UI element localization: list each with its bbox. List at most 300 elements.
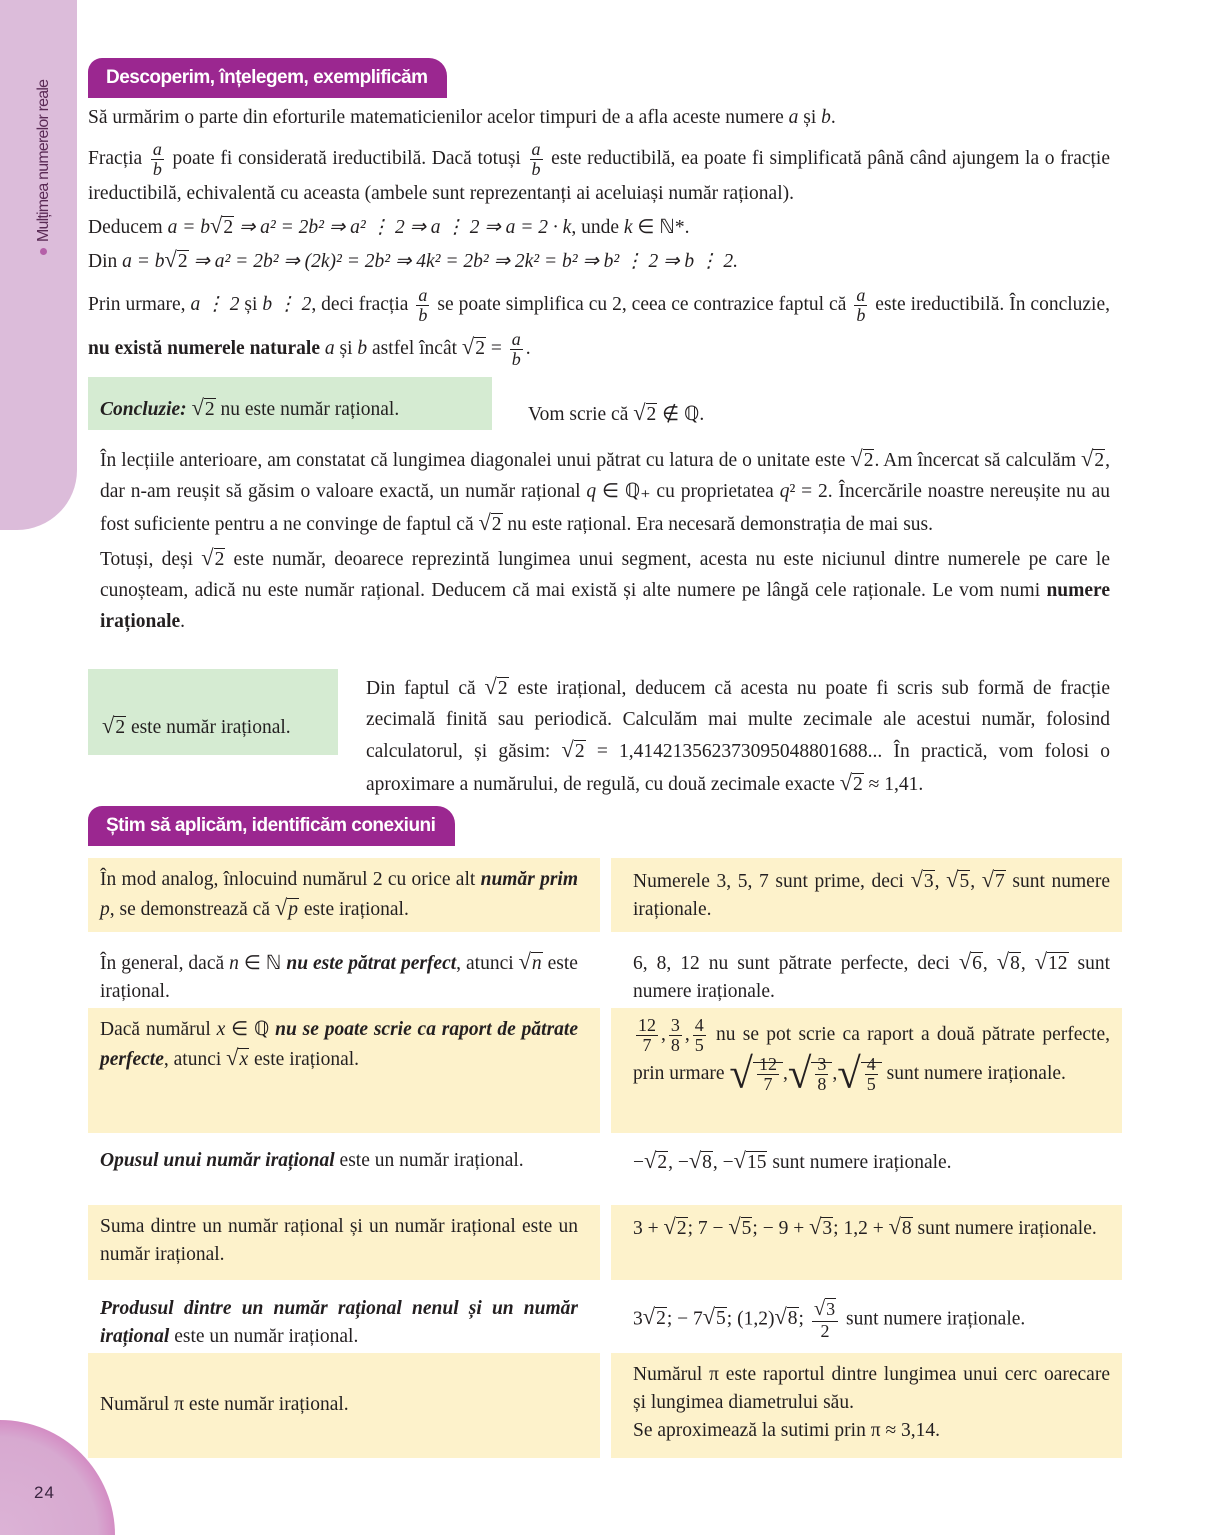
square-root bbox=[733, 1148, 768, 1173]
example-text bbox=[633, 1015, 1110, 1098]
text: și bbox=[334, 337, 358, 359]
square-root bbox=[774, 1304, 798, 1330]
radicand: 5 bbox=[959, 871, 970, 892]
text: Din faptul că bbox=[366, 678, 485, 699]
radicand: 2 bbox=[223, 216, 234, 238]
conclusion-text bbox=[100, 395, 492, 421]
radical-sign-icon: √ bbox=[642, 1304, 656, 1330]
radicand: 2 bbox=[657, 1152, 668, 1173]
text: este număr irațional. bbox=[126, 717, 291, 738]
radicand: 2 bbox=[853, 773, 863, 795]
text: nu este număr rațional. bbox=[215, 399, 400, 420]
radical-sign-icon: √ bbox=[274, 895, 288, 920]
fraction bbox=[812, 1299, 838, 1341]
numerator: 3 bbox=[817, 1053, 827, 1074]
text: , bbox=[1020, 953, 1035, 974]
fraction bbox=[510, 330, 523, 369]
radical-sign-icon: √ bbox=[958, 949, 972, 974]
radicand: 8 bbox=[787, 1308, 798, 1330]
math-expression: n bbox=[229, 953, 239, 974]
text: , atunci bbox=[456, 953, 519, 974]
text: nu este rațional. Era necesară demonstrația de mai sus. bbox=[502, 514, 934, 535]
square-root bbox=[729, 1050, 783, 1098]
fraction bbox=[530, 140, 543, 179]
fraction bbox=[416, 286, 429, 325]
example-cell bbox=[611, 1205, 1122, 1280]
text: este reductibilă, ea poate fi simplificată până când ajungem la o fracție ireductibilă, echivalentă cu aceasta (ambele sunt reprezentanți ai aceluiași număr rațional). bbox=[88, 147, 1110, 204]
square-root bbox=[201, 545, 225, 570]
radicand: 2 bbox=[646, 404, 657, 425]
numerator: 4 bbox=[866, 1053, 876, 1074]
numerator: 12 bbox=[638, 1015, 656, 1035]
radical-sign-icon: √ bbox=[813, 1298, 826, 1320]
square-root bbox=[888, 1214, 913, 1239]
emphasis-text: număr prim bbox=[480, 869, 578, 890]
radical-sign-icon: √ bbox=[850, 446, 863, 471]
square-root bbox=[191, 395, 216, 420]
radicand: 3 bbox=[826, 1299, 836, 1319]
radicand: 2 bbox=[497, 678, 508, 699]
radical-sign-icon: √ bbox=[702, 1304, 716, 1330]
example-text bbox=[633, 1147, 1110, 1177]
example-text bbox=[633, 948, 1110, 1006]
square-root bbox=[850, 446, 874, 471]
text: este număr, deoarece reprezintă lungimea unui segment, acesta nu este niciunul dintre numerele pe care le cunoșteam, adică nu este număr rațional. Deducem că mai există și alte numere pe lângă cele raționale. Le vom numi bbox=[100, 549, 1110, 601]
radical-sign-icon: √ bbox=[1034, 949, 1048, 974]
radical-sign-icon: √ bbox=[644, 1148, 657, 1173]
chapter-title bbox=[35, 35, 53, 255]
radical-sign-icon: √ bbox=[837, 1050, 861, 1098]
paragraph bbox=[100, 443, 1110, 540]
denominator: 5 bbox=[694, 1034, 704, 1055]
radicand: n bbox=[531, 953, 542, 974]
example-cell bbox=[611, 1287, 1122, 1348]
numerator: a bbox=[152, 139, 162, 159]
example-text bbox=[633, 1213, 1110, 1243]
example-text bbox=[633, 1361, 1110, 1445]
radicand bbox=[861, 1053, 882, 1094]
paragraph bbox=[100, 542, 1110, 637]
text: , bbox=[832, 1062, 838, 1084]
radical-sign-icon: √ bbox=[478, 510, 491, 535]
irrational-box bbox=[88, 669, 338, 755]
text: , bbox=[782, 1062, 788, 1084]
math-expression: a bbox=[324, 337, 335, 359]
paragraph bbox=[366, 672, 1110, 800]
math-expression: x bbox=[216, 1019, 226, 1040]
text: , dar n-am reușit să găsim o valoare exactă, un număr rațional bbox=[100, 450, 1110, 502]
radical-sign-icon: √ bbox=[981, 867, 995, 892]
numerator: a bbox=[418, 284, 428, 305]
radicand: 6 bbox=[972, 953, 982, 974]
explanation bbox=[100, 443, 1110, 637]
text: sunt numere iraționale. bbox=[912, 1218, 1097, 1239]
denominator: 7 bbox=[642, 1034, 652, 1055]
text: , bbox=[684, 1023, 690, 1045]
radicand: 5 bbox=[741, 1218, 752, 1239]
radicand: 8 bbox=[901, 1218, 912, 1239]
text: , se demonstrează că bbox=[109, 899, 275, 920]
text: este irațional. bbox=[249, 1049, 360, 1070]
text: și bbox=[239, 293, 263, 315]
text: , bbox=[982, 953, 997, 974]
numerator: a bbox=[511, 328, 521, 349]
radicand: x bbox=[239, 1049, 249, 1070]
square-root bbox=[839, 769, 864, 795]
math-expression: a bbox=[788, 107, 799, 128]
radicand bbox=[811, 1053, 832, 1094]
text: , bbox=[661, 1023, 666, 1045]
text: Numărul π este număr irațional. bbox=[100, 1394, 349, 1415]
text: În general, dacă bbox=[100, 953, 230, 974]
text: ; 7 − bbox=[687, 1218, 729, 1239]
property-text bbox=[100, 1295, 578, 1351]
text: , atunci bbox=[163, 1049, 227, 1070]
radicand: 7 bbox=[995, 871, 1005, 892]
square-root bbox=[910, 867, 935, 892]
text: ; 1,2 + bbox=[833, 1218, 889, 1239]
text: , bbox=[934, 871, 947, 892]
radical-sign-icon: √ bbox=[461, 333, 475, 359]
text: Dacă numărul bbox=[100, 1019, 217, 1040]
text: Numerele 3, 5, 7 sunt prime, deci bbox=[633, 871, 911, 892]
text: 6, 8, 12 nu sunt pătrate perfecte, deci bbox=[633, 953, 959, 974]
square-root bbox=[688, 1148, 713, 1173]
radical-sign-icon: √ bbox=[774, 1304, 787, 1330]
text: este un număr irațional. bbox=[334, 1150, 524, 1171]
numerator: a bbox=[531, 139, 541, 159]
fraction bbox=[865, 1055, 878, 1094]
radicand: 3 bbox=[822, 1218, 833, 1239]
text: este ireductibilă. În concluzie, bbox=[870, 293, 1111, 315]
radical-sign-icon: √ bbox=[1081, 446, 1094, 471]
math-expression: ⇒ a² = 2b² ⇒ (2k)² = 2b² ⇒ 4k² = 2b² ⇒ 2k² = b² ⇒ b² ⋮ 2 ⇒ b ⋮ 2. bbox=[188, 250, 738, 272]
bold-text: numere iraționale bbox=[100, 580, 1110, 632]
example-cell bbox=[611, 1353, 1122, 1458]
radical-sign-icon: √ bbox=[663, 1214, 676, 1239]
radicand: 2 bbox=[676, 1218, 687, 1239]
radicand: 2 bbox=[574, 741, 585, 762]
math-expression: q bbox=[779, 481, 790, 502]
text: , − bbox=[668, 1152, 689, 1173]
text: În mod analog, înlocuind numărul 2 cu orice alt bbox=[100, 869, 481, 890]
text: ² = 2. Încercările noastre nereușite nu au fost suficiente pentru a ne convinge de faptul că bbox=[100, 481, 1110, 535]
math-expression: a = b bbox=[122, 250, 165, 272]
property-text bbox=[100, 1391, 578, 1419]
conclusion-box bbox=[88, 377, 492, 430]
text: este irațional. bbox=[298, 899, 409, 920]
denominator: b bbox=[418, 304, 428, 325]
text: Vom scrie că bbox=[528, 404, 634, 425]
text: ; − 7 bbox=[666, 1308, 703, 1330]
text: este irațional. bbox=[100, 953, 578, 1002]
square-root bbox=[837, 1050, 882, 1098]
square-root bbox=[728, 1214, 752, 1239]
text: , unde bbox=[571, 216, 624, 238]
property-text bbox=[100, 1213, 578, 1269]
math-expression: a = b bbox=[167, 216, 211, 238]
radicand: 5 bbox=[716, 1308, 726, 1330]
radicand: 3 bbox=[923, 871, 934, 892]
property-cell bbox=[88, 1353, 600, 1458]
square-root bbox=[518, 949, 543, 974]
intro-proof bbox=[88, 103, 1110, 370]
radical-sign-icon: √ bbox=[164, 246, 177, 272]
radical-sign-icon: √ bbox=[201, 545, 214, 570]
math-expression: k bbox=[623, 216, 633, 238]
paragraph bbox=[88, 103, 1110, 132]
radicand: 2 bbox=[204, 399, 215, 420]
example-cell bbox=[611, 1139, 1122, 1200]
fraction bbox=[151, 140, 164, 179]
text: și bbox=[798, 107, 822, 128]
radical-sign-icon: √ bbox=[733, 1148, 746, 1173]
denominator: 5 bbox=[866, 1073, 876, 1094]
irrational-text bbox=[102, 713, 338, 739]
text: ∈ ℕ*. bbox=[632, 216, 690, 238]
radical-sign-icon: √ bbox=[518, 949, 531, 974]
radicand: 2 bbox=[115, 717, 126, 738]
radicand: 8 bbox=[702, 1152, 712, 1173]
radicand: 2 bbox=[214, 549, 225, 570]
square-root bbox=[958, 949, 983, 974]
square-root bbox=[809, 1214, 833, 1239]
numerator: 4 bbox=[694, 1015, 704, 1035]
paragraph bbox=[88, 211, 1110, 242]
radical-sign-icon: √ bbox=[688, 1148, 702, 1173]
example-text bbox=[633, 1299, 1110, 1341]
text: − bbox=[633, 1152, 644, 1173]
paragraph bbox=[88, 245, 1110, 276]
text: 3 bbox=[633, 1308, 643, 1330]
section-header-text: Știm să aplicăm, identificăm conexiuni bbox=[106, 815, 436, 836]
text: nu se pot scrie ca raport a două pătrate perfecte, prin urmare bbox=[633, 1023, 1110, 1084]
property-cell bbox=[88, 1205, 600, 1280]
text: ; bbox=[798, 1308, 809, 1330]
math-expression: a ⋮ 2 bbox=[190, 293, 240, 315]
radical-sign-icon: √ bbox=[191, 395, 204, 420]
math-expression: b bbox=[821, 107, 831, 128]
radical-sign-icon: √ bbox=[946, 867, 959, 892]
denominator: b bbox=[511, 348, 521, 369]
square-root bbox=[226, 1045, 249, 1070]
text: Fracția bbox=[88, 147, 148, 169]
math-expression: b bbox=[357, 337, 368, 359]
radical-sign-icon: √ bbox=[787, 1050, 812, 1098]
text: ; (1,2) bbox=[726, 1308, 775, 1330]
property-cell bbox=[88, 1139, 600, 1200]
denominator: 7 bbox=[763, 1073, 773, 1094]
square-root bbox=[102, 713, 126, 738]
fraction bbox=[854, 286, 867, 325]
radical-sign-icon: √ bbox=[633, 400, 646, 425]
property-cell bbox=[88, 940, 600, 1003]
text: sunt numere iraționale. bbox=[841, 1308, 1026, 1330]
radical-sign-icon: √ bbox=[728, 1214, 741, 1239]
square-root bbox=[478, 510, 502, 535]
square-root bbox=[814, 1299, 836, 1319]
text: . bbox=[830, 107, 836, 128]
square-root bbox=[274, 895, 299, 920]
text: În lecțiile anterioare, am constatat că lungimea diagonalei unui pătrat cu latura de o unitate este bbox=[100, 450, 851, 471]
radicand: 2 bbox=[475, 337, 485, 359]
text: = bbox=[485, 337, 507, 359]
text: ∉ ℚ. bbox=[657, 404, 705, 425]
square-root bbox=[484, 674, 509, 699]
fraction bbox=[815, 1055, 828, 1094]
radical-sign-icon: √ bbox=[102, 713, 115, 738]
text: ; − 9 + bbox=[752, 1218, 810, 1239]
square-root bbox=[981, 867, 1006, 892]
property-text bbox=[100, 1016, 578, 1074]
example-cell bbox=[611, 858, 1122, 932]
radical-sign-icon: √ bbox=[729, 1050, 753, 1098]
square-root bbox=[787, 1050, 833, 1098]
denominator: b bbox=[531, 158, 541, 179]
square-root bbox=[1034, 949, 1069, 974]
radical-sign-icon: √ bbox=[809, 1214, 822, 1239]
radicand: p bbox=[288, 899, 298, 920]
emphasis-text: nu este pătrat perfect bbox=[286, 953, 457, 974]
math-expression: b ⋮ 2 bbox=[262, 293, 312, 315]
section-header-text: Descoperim, înțelegem, exemplificăm bbox=[106, 67, 428, 88]
text: . bbox=[525, 337, 531, 359]
emphasis-text: Produsul dintre un număr rațional nenul și un număr irațional bbox=[100, 1298, 578, 1347]
radicand: 2 bbox=[656, 1308, 666, 1330]
paragraph bbox=[88, 284, 1110, 370]
square-root bbox=[702, 1304, 727, 1330]
chapter-title-text: Mulțimea numerelor reale bbox=[35, 79, 52, 242]
text: sunt numere iraționale. bbox=[767, 1152, 952, 1173]
section-header-discover bbox=[88, 58, 447, 98]
text: sunt numere iraționale. bbox=[881, 1062, 1066, 1084]
property-cell bbox=[88, 858, 600, 932]
radicand: 2 bbox=[1094, 450, 1105, 471]
text: sunt numere iraționale. bbox=[633, 953, 1111, 1002]
math-expression: ⇒ a² = 2b² ⇒ a² ⋮ 2 ⇒ a ⋮ 2 ⇒ a = 2 · k bbox=[234, 216, 572, 238]
text: Numărul π este raportul dintre lungimea unui cerc oarecare și lungimea diametrului său. bbox=[633, 1364, 1110, 1413]
radical-sign-icon: √ bbox=[910, 867, 923, 892]
property-text bbox=[100, 866, 578, 924]
denominator: 2 bbox=[820, 1320, 830, 1341]
text: Din bbox=[88, 250, 123, 272]
text: sunt numere iraționale. bbox=[633, 871, 1110, 920]
square-root bbox=[1081, 446, 1105, 471]
property-cell bbox=[88, 1008, 600, 1133]
numerator: 3 bbox=[670, 1015, 680, 1035]
text: se poate simplifica cu 2, ceea ce contrazice faptul că bbox=[432, 293, 852, 315]
denominator: b bbox=[152, 158, 162, 179]
square-root bbox=[561, 737, 586, 762]
denominator: b bbox=[856, 304, 866, 325]
square-root bbox=[663, 1214, 688, 1239]
text: Prin urmare, bbox=[88, 293, 191, 315]
fraction bbox=[636, 1016, 658, 1055]
fraction bbox=[757, 1055, 779, 1094]
radicand: 15 bbox=[746, 1152, 767, 1173]
fraction bbox=[669, 1016, 682, 1055]
text: Să urmărim o parte din eforturile matematicienilor acelor timpuri de a afla aceste numere bbox=[88, 107, 789, 128]
notation bbox=[528, 398, 928, 429]
numerator bbox=[812, 1299, 838, 1322]
text: poate fi considerată ireductibilă. Dacă totuși bbox=[166, 147, 527, 169]
text: ≈ 1,41. bbox=[863, 773, 924, 795]
radical-sign-icon: √ bbox=[561, 737, 574, 762]
text: . Am încercat să calculăm bbox=[874, 450, 1082, 471]
chapter-sidebar bbox=[0, 0, 77, 530]
example-cell bbox=[611, 940, 1122, 1003]
square-root bbox=[946, 867, 970, 892]
text: Se aproximează la sutimi prin π ≈ 3,14. bbox=[633, 1420, 941, 1441]
text: este irațional, deducem că acesta nu poate fi scris sub formă de fracție zecimală finită sau periodică. Calculăm mai multe zecimale ale acestui număr, folosind calculatorul, și găsim: bbox=[366, 678, 1110, 762]
text: ∈ ℚ bbox=[225, 1019, 276, 1040]
math-expression: q bbox=[586, 481, 597, 502]
square-root bbox=[210, 212, 234, 238]
math-expression: p bbox=[100, 899, 110, 920]
radical-sign-icon: √ bbox=[210, 212, 223, 238]
decimal-paragraph bbox=[366, 672, 1110, 800]
text: , bbox=[970, 871, 982, 892]
page-number: 24 bbox=[34, 1483, 55, 1502]
bold-text: nu există numerele naturale bbox=[88, 337, 325, 359]
numerator: a bbox=[856, 284, 866, 305]
square-root bbox=[996, 949, 1021, 974]
text: ∈ ℕ bbox=[238, 953, 287, 974]
text: Deducem bbox=[88, 216, 168, 238]
notation-text bbox=[528, 398, 928, 429]
text: este un număr irațional. bbox=[169, 1326, 359, 1347]
numerator: 12 bbox=[758, 1053, 777, 1074]
example-text bbox=[633, 866, 1110, 924]
denominator: 8 bbox=[817, 1073, 827, 1094]
square-root bbox=[642, 1304, 667, 1330]
text: ∈ ℚ₊ cu proprietatea bbox=[596, 481, 780, 502]
radical-sign-icon: √ bbox=[484, 674, 497, 699]
property-text bbox=[100, 948, 578, 1006]
paragraph bbox=[88, 140, 1110, 208]
radicand: 2 bbox=[863, 450, 874, 471]
denominator: 8 bbox=[670, 1034, 680, 1055]
square-root bbox=[633, 400, 657, 425]
square-root bbox=[461, 333, 486, 359]
example-cell bbox=[611, 1008, 1122, 1133]
emphasis-text: nu se poate scrie ca raport de pătrate perfecte bbox=[100, 1019, 578, 1070]
radicand bbox=[753, 1053, 783, 1094]
emphasis-text: Opusul unui număr irațional bbox=[100, 1150, 335, 1171]
emphasis-text: Concluzie: bbox=[100, 399, 192, 420]
text: , − bbox=[712, 1152, 734, 1173]
property-text bbox=[100, 1147, 578, 1175]
section-header-apply bbox=[88, 806, 455, 846]
text: astfel încât bbox=[367, 337, 462, 359]
square-root bbox=[644, 1148, 668, 1173]
text: , deci fracția bbox=[311, 293, 414, 315]
bullet-icon bbox=[40, 248, 47, 255]
text: 3 + bbox=[633, 1218, 664, 1239]
text: Totuși, deși bbox=[100, 549, 202, 570]
fraction bbox=[693, 1016, 706, 1055]
text: = 1,414213562373095048801688... În practică, vom folosi o aproximare a numărului, de regulă, cu două zecimale exacte bbox=[366, 741, 1110, 795]
radicand: 8 bbox=[1010, 953, 1020, 974]
square-root bbox=[164, 246, 189, 272]
radical-sign-icon: √ bbox=[888, 1214, 901, 1239]
radicand: 12 bbox=[1048, 953, 1068, 974]
radicand: 2 bbox=[491, 514, 502, 535]
radicand: 2 bbox=[177, 250, 188, 272]
radical-sign-icon: √ bbox=[226, 1045, 239, 1070]
radical-sign-icon: √ bbox=[839, 769, 853, 795]
text: Suma dintre un număr rațional și un număr irațional este un număr irațional. bbox=[100, 1216, 578, 1265]
